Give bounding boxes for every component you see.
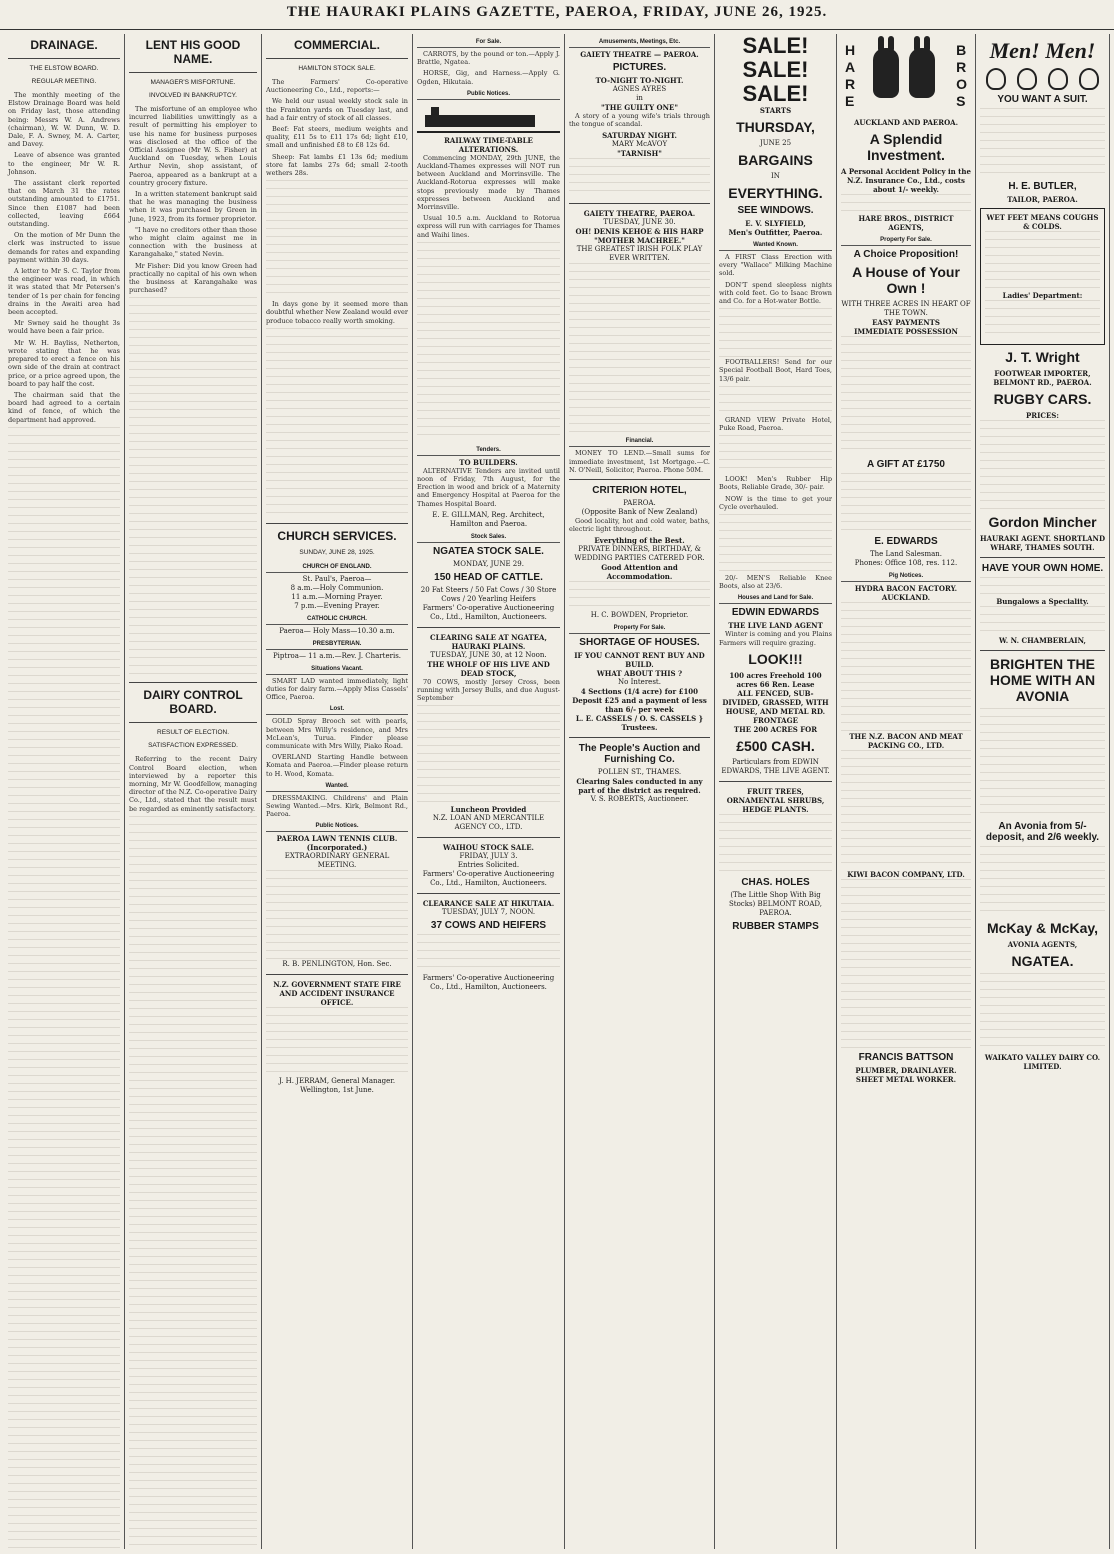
classified: 20/- MEN'S Reliable Knee Boots, also at 23/6. bbox=[719, 574, 832, 591]
church-line: 7 p.m.—Evening Prayer. bbox=[294, 601, 380, 610]
logo-letter: E bbox=[845, 93, 855, 109]
ad-heading: The People's Auction and Furnishing Co. bbox=[578, 743, 701, 766]
theatre-line: SATURDAY NIGHT. bbox=[602, 131, 677, 141]
ad-line: Particulars from EDWIN EDWARDS, THE LIVE AGENT. bbox=[721, 757, 830, 775]
ad-heading: E. EDWARDS bbox=[874, 536, 938, 547]
classified: DRESSMAKING. Childrens' and Plain Sewing Wanted.—Mrs. Kirk, Belmont Rd., Paeroa. bbox=[266, 793, 408, 819]
text-block bbox=[980, 420, 1105, 510]
paragraph: Mr Swney said he thought 3s would have been a fair price. bbox=[8, 319, 120, 336]
paragraph: Mr Fisher: Did you know Green had practically no capital of his own when the business at Karangahake was purchased? bbox=[129, 261, 257, 295]
article-subheading: THE ELSTOW BOARD. bbox=[29, 65, 99, 72]
ad-line: THE 200 ACRES FOR bbox=[733, 724, 818, 734]
ad-line: L. E. CASSELS / O. S. CASSELS } Trustees. bbox=[575, 714, 704, 733]
wet-feet-ad bbox=[980, 208, 1105, 345]
logo-letter: H bbox=[845, 42, 856, 58]
text-block bbox=[719, 308, 832, 358]
hotel-line: H. C. BOWDEN, Proprietor. bbox=[590, 611, 689, 620]
column-drainage bbox=[4, 34, 125, 1549]
paragraph: Referring to the recent Dairy Control Board election, when interviewed by a reporter this morning, Mr W. Goodfellow, managing director of the N.Z. Co-operative Dairy Co., Ltd., stated that the result must be regarded as eminently satisfactory. bbox=[129, 755, 257, 813]
text-block bbox=[266, 328, 408, 518]
ad-heading: WET FEET MEANS COUGHS & COLDS. bbox=[986, 213, 1099, 231]
ad-line: LOOK!!! bbox=[748, 650, 803, 667]
ad-line: A Personal Accident Policy in the N.Z. Insurance Co., Ltd., costs about 1/- weekly. bbox=[841, 167, 971, 194]
paragraph: The misfortune of an employee who incurred liabilities unwittingly as a result of permitting his employer to use his name for business purposes was disclosed at the office of the Official Assignee (Mr W. S. Fisher) at Auckland on Tuesday, when Louis Arthur Nevin, shop assistant, of Paeroa, appeared as a bankrupt at a country grocery fixture. bbox=[129, 105, 257, 187]
hotel-name: CRITERION HOTEL, bbox=[592, 485, 687, 497]
church-heading: CHURCH OF ENGLAND. bbox=[266, 562, 408, 573]
paragraph: The assistant clerk reported that on March 31 the rates outstanding amounted to £1751. Since then £1087 had been collected, leaving £664 outstanding. bbox=[8, 179, 120, 229]
text-block bbox=[719, 386, 832, 416]
sale-advertiser: E. V. SLYFIELD, bbox=[745, 219, 806, 228]
paragraph: 70 COWS, mostly Jersey Cross, been running with Jersey Bulls, and due August-September bbox=[417, 677, 560, 703]
film-title: "TARNISH" bbox=[617, 149, 662, 159]
notice-line: 20 Fat Steers / 50 Fat Cows / 30 Store Cows / 20 Yearling Heifers bbox=[420, 585, 557, 603]
text-block bbox=[569, 158, 710, 198]
church-line: 11 a.m.—Morning Prayer. bbox=[291, 592, 383, 601]
notice-signature: J. H. JERRAM, General Manager. Wellington, 1st June. bbox=[278, 1077, 396, 1095]
ad-heading: McKay & McKay, bbox=[986, 920, 1098, 936]
section-heading: For Sale. bbox=[417, 37, 560, 48]
notice-signature: E. E. GILLMAN, Reg. Architect, Hamilton and Paeroa. bbox=[432, 510, 545, 528]
ad-line: POLLEN ST., THAMES. bbox=[597, 768, 682, 777]
church-line: 8 a.m.—Holy Communion. bbox=[290, 583, 384, 592]
text-block bbox=[841, 473, 971, 533]
ad-line: EASY PAYMENTS bbox=[872, 318, 940, 327]
faces-illustration bbox=[980, 68, 1105, 90]
text-block bbox=[266, 180, 408, 300]
column-amusements bbox=[565, 34, 715, 1549]
notice-signature: N.Z. LOAN AND MERCANTILE AGENCY CO., LTD. bbox=[432, 814, 545, 832]
text-block bbox=[980, 846, 1105, 916]
section-heading: Houses and Land for Sale. bbox=[719, 593, 832, 604]
paragraph: A letter to Mr S. C. Taylor from the engineer was read, in which it was stated that Mr Petersen's tender of 1s per chain for fencing drains in the Awaiti area had been accepted. bbox=[8, 267, 120, 317]
notice-title: CLEARING SALE AT NGATEA, HAURAKI PLAINS. bbox=[430, 632, 547, 651]
text-block bbox=[841, 194, 971, 214]
sale-line: EVERYTHING. bbox=[728, 185, 823, 201]
paragraph: Winter is coming and you Plains Farmers will require grazing. bbox=[719, 630, 832, 647]
text-block bbox=[980, 708, 1105, 818]
ad-line: An Avonia from 5/- deposit, and 2/6 weekly. bbox=[985, 821, 1100, 843]
ad-heading: HYDRA BACON FACTORY. AUCKLAND. bbox=[854, 584, 958, 602]
ad-line: 4 Sections (1/4 acre) for £100 bbox=[580, 687, 699, 697]
logo-letter: R bbox=[956, 59, 967, 75]
paragraph: Good locality, hot and cold water, baths, electric light throughout. bbox=[569, 517, 710, 534]
sale-day: THURSDAY, bbox=[736, 119, 815, 135]
notice-title: PAEROA LAWN TENNIS CLUB. (Incorporated.) bbox=[276, 834, 398, 853]
paragraph: Usual 10.5 a.m. Auckland to Rotorua express will run with carriages for Thames and Waihi lines. bbox=[417, 214, 560, 239]
sale-date: JUNE 25 bbox=[759, 139, 792, 147]
notice-line: Luncheon Provided bbox=[450, 805, 527, 815]
ad-line: WITH THREE ACRES IN HEART OF THE TOWN. bbox=[841, 300, 971, 317]
classified: GOLD Spray Brooch set with pearls, between Mrs Willy's residence, and Mrs McLean's, Turua. Finder please communicate with Mrs Willy, Piako Road. bbox=[266, 717, 408, 751]
ad-heading: H. E. BUTLER, bbox=[1008, 181, 1077, 192]
paragraph: A story of a young wife's trials through the tongue of scandal. bbox=[569, 112, 710, 129]
ad-heading: HAVE YOUR OWN HOME. bbox=[981, 563, 1104, 574]
hare-bros-logo bbox=[841, 38, 971, 114]
article-heading: DAIRY CONTROL BOARD. bbox=[143, 688, 243, 717]
notice-title: NGATEA STOCK SALE. bbox=[433, 545, 544, 557]
theatre-title: PICTURES. bbox=[612, 62, 667, 73]
text-block bbox=[985, 231, 1100, 291]
section-heading: Pig Notices. bbox=[841, 571, 971, 582]
article-subheading: INVOLVED IN BANKRUPTCY. bbox=[149, 92, 237, 99]
notice-title: WAIHOU STOCK SALE. bbox=[442, 843, 534, 853]
section-heading: Wanted. bbox=[266, 781, 408, 792]
church-heading: CATHOLIC CHURCH. bbox=[266, 614, 408, 625]
ad-line: £500 CASH. bbox=[736, 737, 815, 754]
notice-title: N.Z. GOVERNMENT STATE FIRE AND ACCIDENT INSURANCE OFFICE. bbox=[273, 980, 401, 1008]
text-block bbox=[841, 336, 971, 456]
ad-line: W. N. CHAMBERLAIN, bbox=[999, 636, 1086, 645]
theatre-name: GAIETY THEATRE — PAEROA. bbox=[580, 50, 699, 59]
sale-line: STARTS bbox=[759, 106, 792, 115]
text-block bbox=[841, 602, 971, 732]
theatre-line: TO-NIGHT TO-NIGHT. bbox=[595, 76, 684, 85]
classified: CARROTS, by the pound or ton.—Apply J. Brattle, Ngatea. bbox=[417, 50, 560, 67]
ad-line: IF YOU CANNOT RENT BUY AND BUILD. bbox=[574, 651, 705, 670]
notice-title: 37 COWS AND HEIFERS bbox=[430, 920, 547, 932]
ad-line: AVONIA AGENTS, bbox=[1007, 940, 1078, 949]
text-block bbox=[719, 435, 832, 475]
column-classifieds bbox=[413, 34, 565, 1549]
church-date: SUNDAY, JUNE 28, 1925. bbox=[299, 548, 375, 556]
notice-signature: Farmers' Co-operative Auctioneering Co., Ltd., Hamilton, Auctioneers. bbox=[422, 603, 555, 621]
notice-signature: R. B. PENLINGTON, Hon. Sec. bbox=[282, 960, 392, 969]
logo-letters bbox=[956, 42, 967, 110]
face-icon bbox=[1048, 68, 1068, 90]
theatre-line: THE GREATEST IRISH FOLK PLAY EVER WRITTEN. bbox=[576, 245, 703, 263]
ad-line: HARE BROS., DISTRICT AGENTS, bbox=[858, 214, 954, 232]
article-subheading: REGULAR MEETING. bbox=[31, 78, 97, 85]
film-line: in bbox=[636, 94, 643, 102]
ad-heading: A Choice Proposition! bbox=[853, 249, 959, 260]
sale-advertiser: Men's Outfitter, Paeroa. bbox=[728, 228, 823, 237]
text-block bbox=[719, 814, 832, 874]
text-block bbox=[569, 581, 710, 611]
sale-headline: SALE! bbox=[742, 34, 809, 58]
text-block bbox=[129, 297, 257, 677]
paragraph: The monthly meeting of the Elstow Drainage Board was held on Friday last, those attending being: Messrs W. A. Andrews (chairman), W. W. Dunn, W. D. Dale, F. A. Swney, M. A. Carter, and Davey. bbox=[8, 91, 120, 149]
paragraph: Beef: Fat steers, medium weights and quality, £11 5s to £11 17s 6d; light £10, small and unfinished £8 to £8 12s 6d. bbox=[266, 125, 408, 150]
sale-line: IN bbox=[771, 172, 780, 180]
church-line: St. Paul's, Paeroa— bbox=[302, 574, 372, 583]
ad-line: The Land Salesman. bbox=[869, 550, 943, 558]
text-block bbox=[985, 300, 1100, 340]
ad-line: (The Little Shop With Big Stocks) BELMONT ROAD, PAEROA. bbox=[728, 890, 822, 917]
film-title: "MOTHER MACHREE." bbox=[594, 236, 685, 246]
column-men bbox=[976, 34, 1110, 1549]
notice-date: FRIDAY, JULY 3. bbox=[459, 852, 518, 861]
hotel-line: Good Attention and Accommodation. bbox=[601, 563, 678, 582]
sale-headline: SALE! bbox=[742, 57, 809, 82]
ad-heading: KIWI BACON COMPANY, LTD. bbox=[847, 870, 965, 879]
sale-line: BARGAINS bbox=[738, 152, 813, 168]
classified: A FIRST Class Erection with every "Wallace" Milking Machine sold. bbox=[719, 253, 832, 278]
text-block bbox=[980, 108, 1105, 178]
ad-line: PRICES: bbox=[1026, 411, 1059, 420]
hotel-line: PRIVATE DINNERS, BIRTHDAY, & WEDDING PARTIES CATERED FOR. bbox=[574, 545, 705, 563]
classified: HORSE, Gig, and Harness.—Apply G. Ogden, Hikutaia. bbox=[417, 69, 560, 86]
ad-line: FOOTWEAR IMPORTER, BELMONT RD., PAEROA. bbox=[993, 369, 1092, 387]
ad-line: 100 acres Freehold 100 acres 66 Ren. Lease bbox=[729, 670, 822, 689]
ad-line: No Interest. bbox=[618, 678, 661, 687]
theatre-date: TUESDAY, JUNE 30. bbox=[603, 218, 676, 227]
notice-title: RAILWAY TIME-TABLE ALTERATIONS. bbox=[444, 135, 533, 154]
section-heading: Situations Vacant. bbox=[266, 664, 408, 675]
theatre-line: OH! DENIS KEHOE & HIS HARP bbox=[575, 227, 704, 237]
ad-heading: RUBBER STAMPS bbox=[732, 920, 819, 932]
text-block bbox=[417, 934, 560, 974]
column-commercial bbox=[262, 34, 413, 1549]
ad-line: AUCKLAND AND PAEROA. bbox=[853, 118, 959, 127]
text-block bbox=[417, 705, 560, 805]
classified: LOOK! Men's Rubber Hip Boots, Reliable Grade, 30/- pair. bbox=[719, 475, 832, 492]
ad-heading: BRIGHTEN THE HOME WITH AN AVONIA bbox=[989, 656, 1096, 704]
ad-heading: A GIFT AT £1750 bbox=[867, 459, 945, 470]
paragraph: Sheep: Fat lambs £1 13s 6d; medium store fat lambs 27s 6d; small 2-tooth wethers 28s. bbox=[266, 152, 408, 178]
ad-line: ALL FENCED, SUB-DIVIDED, GRASSED, WITH HOUSE, AND METAL RD. FRONTAGE bbox=[722, 688, 829, 725]
section-heading: Public Notices. bbox=[417, 89, 560, 100]
men-headline: Men! Men! bbox=[989, 38, 1096, 63]
hotel-line: Everything of the Best. bbox=[594, 536, 685, 546]
logo-letter: B bbox=[956, 42, 967, 58]
article-heading: CHURCH SERVICES. bbox=[277, 528, 397, 543]
text-block bbox=[841, 879, 971, 1049]
sale-headline: SALE! bbox=[742, 81, 809, 106]
notice-title: EXTRAORDINARY GENERAL MEETING. bbox=[284, 852, 390, 870]
paragraph: ALTERNATIVE Tenders are invited until noon of Friday, 7th August, for the Erection in wood and brick of a Maternity and Emergency Hospital at Paeroa for the Thames Hospital Board. bbox=[417, 466, 560, 508]
classified: FOOTBALLERS! Send for our Special Football Boot, Hard Toes, 13/6 pair. bbox=[719, 358, 832, 383]
section-heading: Public Notices. bbox=[266, 821, 408, 832]
section-heading: Tenders. bbox=[417, 445, 560, 456]
church-line: Paeroa— Holy Mass—10.30 a.m. bbox=[279, 626, 395, 635]
logo-letter: R bbox=[845, 76, 856, 92]
article-subheading: SATISFACTION EXPRESSED. bbox=[148, 742, 238, 750]
ad-line: V. S. ROBERTS, Auctioneer. bbox=[590, 795, 689, 804]
ad-heading: Gordon Mincher bbox=[988, 514, 1097, 530]
column-good-name bbox=[125, 34, 262, 1549]
theatre-name: GAIETY THEATRE, PAEROA. bbox=[583, 209, 696, 219]
masthead: THE HAURAKI PLAINS GAZETTE, PAEROA, FRIDAY, JUNE 26, 1925. bbox=[0, 4, 1114, 30]
ad-heading: SHORTAGE OF HOUSES. bbox=[579, 637, 700, 649]
film-title: "THE GUILTY ONE" bbox=[600, 103, 679, 112]
text-block bbox=[719, 514, 832, 574]
logo-letter: S bbox=[956, 93, 966, 109]
ad-line: Phones: Office 108, res. 112. bbox=[854, 559, 958, 567]
ad-heading: THE N.Z. BACON AND MEAT PACKING CO., LTD. bbox=[849, 732, 963, 750]
text-block bbox=[266, 870, 408, 960]
ad-heading: YOU WANT A SUIT. bbox=[997, 94, 1088, 105]
film-star: MARY McAVOY bbox=[611, 140, 668, 149]
paragraph: We held our usual weekly stock sale in the Frankton yards on Tuesday last, and had a fair entry of stock of all classes. bbox=[266, 97, 408, 122]
ad-line: THE LIVE LAND AGENT bbox=[728, 621, 823, 631]
ad-heading: A House of Your Own ! bbox=[852, 264, 960, 296]
ad-line: PLUMBER, DRAINLAYER. SHEET METAL WORKER. bbox=[855, 1066, 957, 1084]
ad-heading: EDWIN EDWARDS bbox=[731, 607, 820, 619]
notice-date: TUESDAY, JUNE 30, at 12 Noon. bbox=[430, 650, 547, 659]
ad-line: Deposit £25 and a payment of less than 6/- per week bbox=[572, 696, 707, 715]
text-block bbox=[980, 577, 1105, 597]
article-subheading: MANAGER'S MISFORTUNE. bbox=[150, 79, 236, 86]
section-heading: Property For Sale. bbox=[569, 623, 710, 634]
ad-line: TAILOR, PAEROA. bbox=[1007, 195, 1078, 204]
face-icon bbox=[1079, 68, 1099, 90]
ad-heading: NGATEA. bbox=[1011, 953, 1074, 969]
film-star: AGNES AYRES bbox=[612, 85, 667, 93]
notice-title: CLEARANCE SALE AT HIKUTAIA. bbox=[422, 899, 555, 909]
sale-line: SEE WINDOWS. bbox=[737, 205, 814, 216]
paragraph: In days gone by it seemed more than doubtful whether New Zealand would ever produce tobacco really worth smoking. bbox=[266, 300, 408, 325]
article-subheading: RESULT OF ELECTION. bbox=[157, 729, 229, 737]
notice-title: TO BUILDERS. bbox=[459, 457, 518, 467]
classified: GRAND VIEW Private Hotel, Puke Road, Paeroa. bbox=[719, 415, 832, 433]
ad-line: Bungalows a Speciality. bbox=[996, 597, 1089, 606]
train-icon bbox=[417, 103, 560, 133]
paragraph: Leave of absence was granted to the engineer, Mr W. R. Johnson. bbox=[8, 151, 120, 176]
text-block bbox=[980, 606, 1105, 636]
ad-line: WAIKATO VALLEY DAIRY CO. LIMITED. bbox=[984, 1053, 1101, 1071]
text-block bbox=[266, 1007, 408, 1077]
hotel-line: PAEROA. bbox=[623, 499, 656, 508]
section-heading: Amusements, Meetings, Etc. bbox=[569, 37, 710, 48]
section-heading: Property For Sale. bbox=[841, 235, 971, 246]
classified: NOW is the time to get your Cycle overhauled. bbox=[719, 494, 832, 511]
notice-signature: Farmers' Co-operative Auctioneering Co., Ltd., Hamilton, Auctioneers. bbox=[422, 974, 555, 992]
article-heading: DRAINAGE. bbox=[30, 38, 98, 52]
logo-letters bbox=[845, 42, 855, 110]
article-heading: COMMERCIAL. bbox=[294, 38, 380, 52]
hotel-line: (Opposite Bank of New Zealand) bbox=[581, 508, 698, 517]
notice-title: THE WHOLF OF HIS LIVE AND DEAD STOCK, bbox=[427, 659, 550, 678]
paragraph: On the motion of Mr Dunn the clerk was instructed to issue demands for rates and expanding payment within 30 days. bbox=[8, 231, 120, 264]
face-icon bbox=[1017, 68, 1037, 90]
notice-line: Entries Solicited. bbox=[457, 861, 520, 870]
paragraph: Commencing MONDAY, 29th JUNE, the Auckland-Thames expresses will NOT run between Auckland and Morrinsville. The Auckland-Rotorua expresses will make stops previously made by Thames expresses between Auckland and Morrinsville. bbox=[417, 153, 560, 212]
classified: DON'T spend sleepless nights with cold feet. Go to Isaac Brown and Co. for a Hot-water Bottle. bbox=[719, 280, 832, 306]
paragraph: "I have no creditors other than those who might claim against me in connection with the business at Karangahake," stated Nevin. bbox=[129, 225, 257, 259]
classified: MONEY TO LEND.—Small sums for immediate investment, 1st Mortgage.—C. N. O'Neill, Solicitor, Paeroa. Phone 50M. bbox=[569, 449, 710, 474]
logo-letter: O bbox=[956, 76, 967, 92]
notice-title: 150 HEAD OF CATTLE. bbox=[434, 571, 543, 583]
ad-heading: FRUIT TREES, ORNAMENTAL SHRUBS, HEDGE PLANTS. bbox=[726, 786, 825, 814]
notice-date: TUESDAY, JULY 7, NOON. bbox=[441, 908, 536, 917]
section-heading: Stock Sales. bbox=[417, 532, 560, 543]
ad-heading: CHAS. HOLES bbox=[741, 876, 810, 888]
section-heading: Wanted Known. bbox=[719, 240, 832, 251]
column-hare-bros bbox=[837, 34, 976, 1549]
ad-line: WHAT ABOUT THIS ? bbox=[596, 669, 683, 679]
ad-heading: RUGBY CARS. bbox=[993, 391, 1092, 407]
text-block bbox=[569, 263, 710, 433]
ad-heading: J. T. Wright bbox=[1005, 349, 1080, 365]
classified: OVERLAND Starting Handle between Komata and Paeroa.—Finder please return to H. Wood, Komata. bbox=[266, 753, 408, 778]
column-sale bbox=[715, 34, 837, 1549]
text-block bbox=[841, 750, 971, 870]
rabbit-icon bbox=[909, 48, 935, 98]
paragraph: In a written statement bankrupt said that he was managing the business when it was purchased by Green in June, 1923, from its former proprietor. bbox=[129, 190, 257, 223]
face-icon bbox=[986, 68, 1006, 90]
notice-date: MONDAY, JUNE 29. bbox=[453, 559, 524, 568]
article-subheading: HAMILTON STOCK SALE. bbox=[298, 65, 376, 72]
logo-letter: A bbox=[845, 59, 856, 75]
church-heading: PRESBYTERIAN. bbox=[266, 639, 408, 650]
paragraph: The Farmers' Co-operative Auctioneering Co., Ltd., reports:— bbox=[266, 78, 408, 95]
text-block bbox=[417, 242, 560, 442]
text-block bbox=[980, 973, 1105, 1053]
paragraph: Mr W. H. Bayliss, Netherton, wrote stating that he was prepared to erect a fence on his own side of the drain at contract price, or a price agreed upon, the board to pay half the cost. bbox=[8, 338, 120, 388]
rabbit-icon bbox=[873, 48, 899, 98]
ad-heading: FRANCIS BATTSON bbox=[858, 1052, 954, 1063]
ad-line: Clearing Sales conducted in any part of the district as required. bbox=[576, 777, 703, 796]
ad-line: IMMEDIATE POSSESSION bbox=[854, 327, 958, 336]
text-block bbox=[8, 427, 120, 1549]
ad-heading: A Splendid Investment. bbox=[867, 131, 945, 163]
text-block bbox=[129, 816, 257, 1549]
article-heading: LENT HIS GOOD NAME. bbox=[145, 38, 241, 66]
ad-line: Ladies' Department: bbox=[1002, 291, 1083, 300]
section-heading: Lost. bbox=[266, 704, 408, 715]
ad-line: HAURAKI AGENT. SHORTLAND WHARF, THAMES SOUTH. bbox=[980, 534, 1106, 552]
notice-signature: Farmers' Co-operative Auctioneering Co., Ltd., Hamilton, Auctioneers. bbox=[422, 870, 555, 888]
classified: SMART LAD wanted immediately, light duties for dairy farm.—Apply Miss Cassels' Office, Paeroa. bbox=[266, 676, 408, 702]
section-heading: Financial. bbox=[569, 436, 710, 447]
paragraph: The chairman said that the board had agreed to a certain kind of fence, of which the department had approved. bbox=[8, 390, 120, 424]
church-line: Piptroa— 11 a.m.—Rev. J. Charteris. bbox=[272, 651, 402, 660]
